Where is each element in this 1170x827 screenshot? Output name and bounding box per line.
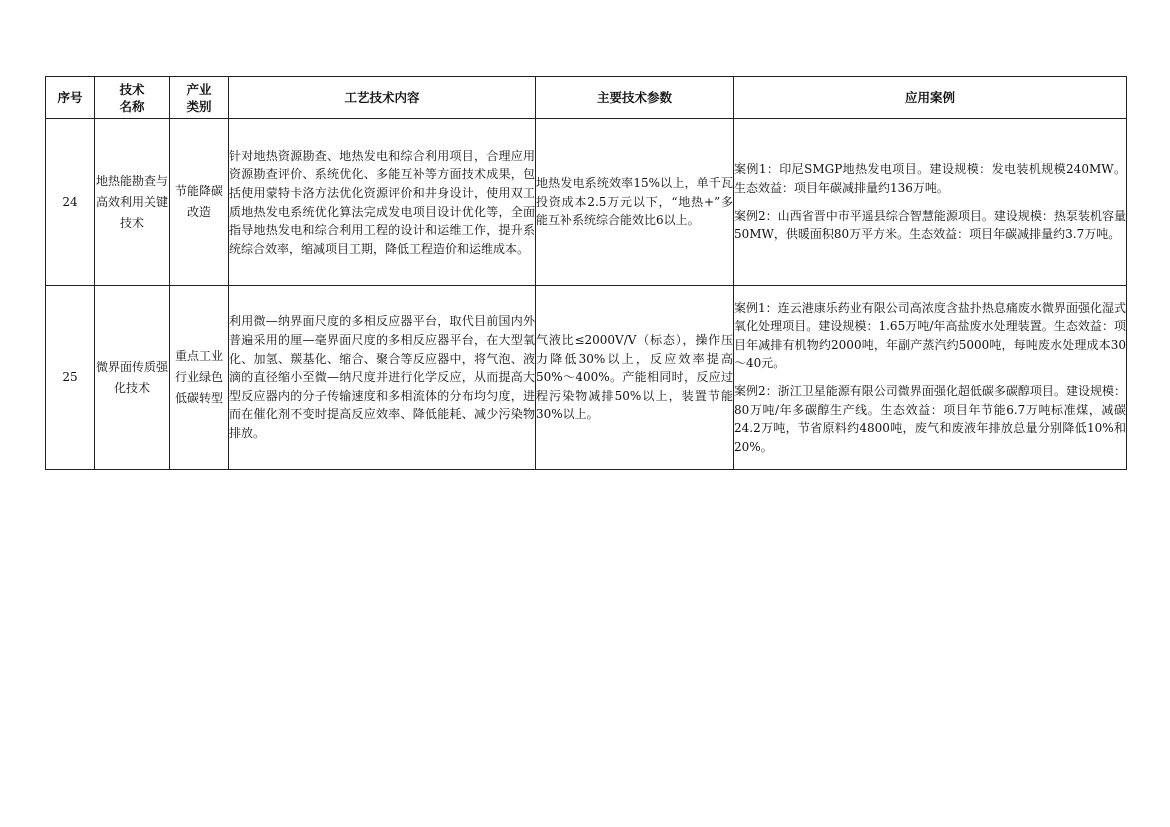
header-tech-name-line1: 技术: [119, 81, 145, 97]
technology-table: [45, 76, 1127, 470]
row-process-content: 利用微—纳界面尺度的多相反应器平台，取代目前国内外普遍采用的厘—毫界面尺度的多相反应器平台，在大型氧化、加氢、羰基化、缩合、聚合等反应器中，将气泡、液滴的直径缩小至微—纳尺度并进行化学反应，从而提高大型反应器内的分子传输速度和多相流体的分布均匀度，进而在催化剂不变时提高反应效率、降低能耗、减少污染物排放。: [229, 286, 536, 470]
header-category: [170, 77, 229, 119]
case-2: 案例2：山西省晋中市平遥县综合智慧能源项目。建设规模：热泵装机容量50MW，供暖面积80万平方米。生态效益：项目年碳减排量约3.7万吨。: [734, 208, 1126, 242]
row-main-params: 地热发电系统效率15%以上，单千瓦投资成本2.5万元以下，“地热+”多能互补系统综合能效比6以上。: [536, 119, 734, 286]
header-category-line1: 产业: [186, 81, 212, 97]
case-2: 案例2：浙江卫星能源有限公司微界面强化超低碳多碳醇项目。建设规模：80万吨/年多碳醇生产线。生态效益：项目年节能6.7万吨标准煤，减碳24.2万吨，节省原料约4800吨，废气和废液年排放总量分别降低10%和20%。: [734, 384, 1126, 454]
row-tech-name: 地热能勘查与高效利用关键技术: [95, 119, 170, 286]
table-row: [46, 119, 1127, 286]
table-header-row: [46, 77, 1127, 119]
header-tech-name: [95, 77, 170, 119]
header-seq: 序号: [46, 77, 95, 119]
header-process-content: 工艺技术内容: [229, 77, 536, 119]
case-1: 案例1：印尼SMGP地热发电项目。建设规模：发电装机规模240MW。生态效益：项目年碳减排量约136万吨。: [734, 162, 1126, 195]
row-process-content: 针对地热资源勘查、地热发电和综合利用项目，合理应用资源勘查评价、系统优化、多能互补等方面技术成果，包括使用蒙特卡洛方法优化资源评价和井身设计，使用双工质地热发电系统优化算法完成发电项目设计优化等，全面指导地热发电和综合利用工程的设计和运维工作，提升系统综合效率，缩减项目工期，降低工程造价和运维成本。: [229, 119, 536, 286]
row-tech-name: 微界面传质强化技术: [95, 286, 170, 470]
row-seq: 25: [46, 286, 95, 470]
row-category: 重点工业行业绿色低碳转型: [170, 286, 229, 470]
table-row: [46, 286, 1127, 470]
header-tech-name-line2: 名称: [119, 98, 145, 114]
row-category: 节能降碳改造: [170, 119, 229, 286]
row-application-cases: [734, 119, 1127, 286]
case-1: 案例1：连云港康乐药业有限公司高浓度含盐扑热息痛废水微界面强化湿式氧化处理项目。建设规模：1.65万吨/年高盐废水处理装置。生态效益：项目年减排有机物约2000吨，年副产蒸汽约5000吨，每吨废水处理成本30～40元。: [734, 300, 1126, 371]
header-category-line2: 类别: [186, 98, 212, 114]
header-main-params: 主要技术参数: [536, 77, 734, 119]
header-application-cases: 应用案例: [734, 77, 1127, 119]
row-seq: 24: [46, 119, 95, 286]
row-main-params: 气液比≤2000V/V（标态），操作压力降低30%以上，反应效率提高50%～400%。产能相同时，反应过程污染物减排50%以上，装置节能30%以上。: [536, 286, 734, 470]
row-application-cases: [734, 286, 1127, 470]
